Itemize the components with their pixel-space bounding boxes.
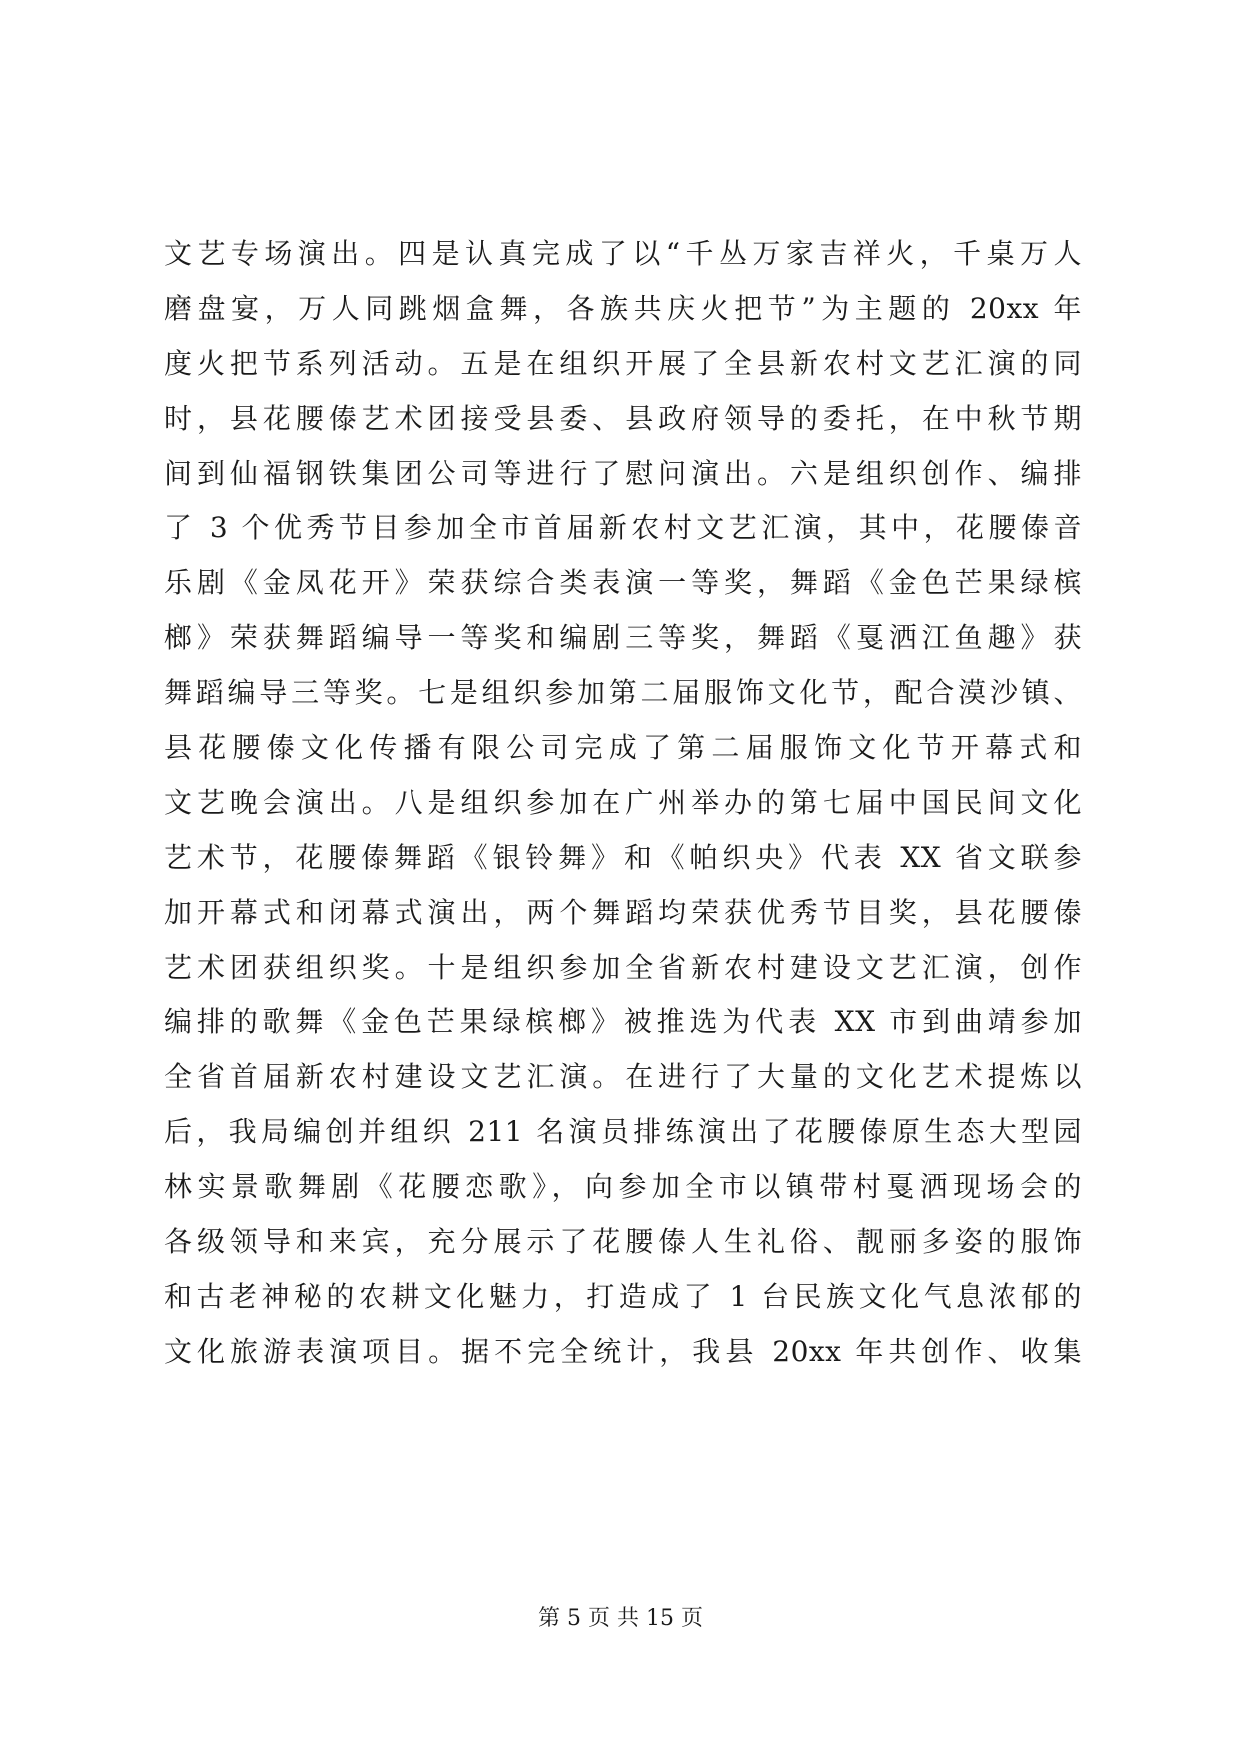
text-line: 舞蹈编导三等奖。七是组织参加第二届服饰文化节，配合漠沙镇、 [164,676,1082,710]
text-line: 全省首届新农村建设文艺汇演。在进行了大量的文化艺术提炼以 [164,1060,1082,1094]
text-line: 了 3 个优秀节目参加全市首届新农村文艺汇演，其中，花腰傣音 [164,511,1082,545]
page-number: 第 5 页 共 15 页 [538,1606,703,1631]
body-text [164,227,1082,1380]
text-line: 文艺晚会演出。八是组织参加在广州举办的第七届中国民间文化 [164,785,1082,819]
text-line: 度火把节系列活动。五是在组织开展了全县新农村文艺汇演的同 [164,346,1082,380]
text-line: 编排的歌舞《金色芒果绿槟榔》被推选为代表 XX 市到曲靖参加 [164,1005,1082,1039]
text-line: 各级领导和来宾，充分展示了花腰傣人生礼俗、靓丽多姿的服饰 [164,1225,1082,1259]
text-line: 艺术团获组织奖。十是组织参加全省新农村建设文艺汇演，创作 [164,950,1082,984]
text-line: 加开幕式和闭幕式演出，两个舞蹈均荣获优秀节目奖，县花腰傣 [164,895,1082,929]
page-footer [0,1604,1241,1634]
text-line: 艺术节，花腰傣舞蹈《银铃舞》和《帕织央》代表 XX 省文联参 [164,840,1082,874]
text-line: 时，县花腰傣艺术团接受县委、县政府领导的委托，在中秋节期 [164,401,1082,435]
text-line: 县花腰傣文化传播有限公司完成了第二届服饰文化节开幕式和 [164,731,1082,765]
text-line: 磨盘宴，万人同跳烟盒舞，各族共庆火把节”为主题的 20xx 年 [164,291,1082,325]
text-line: 榔》荣获舞蹈编导一等奖和编剧三等奖，舞蹈《戛洒江鱼趣》获 [164,621,1082,655]
text-line: 间到仙福钢铁集团公司等进行了慰问演出。六是组织创作、编排 [164,456,1082,490]
text-line: 和古老神秘的农耕文化魅力，打造成了 1 台民族文化气息浓郁的 [164,1279,1082,1313]
text-line: 文艺专场演出。四是认真完成了以“千丛万家吉祥火，千桌万人 [164,237,1082,270]
text-line: 后，我局编创并组织 211 名演员排练演出了花腰傣原生态大型园 [164,1115,1082,1149]
text-line: 林实景歌舞剧《花腰恋歌》，向参加全市以镇带村戛洒现场会的 [164,1170,1082,1204]
text-line: 乐剧《金凤花开》荣获综合类表演一等奖，舞蹈《金色芒果绿槟 [164,566,1082,600]
text-line: 文化旅游表演项目。据不完全统计，我县 20xx 年共创作、收集 [164,1334,1082,1368]
